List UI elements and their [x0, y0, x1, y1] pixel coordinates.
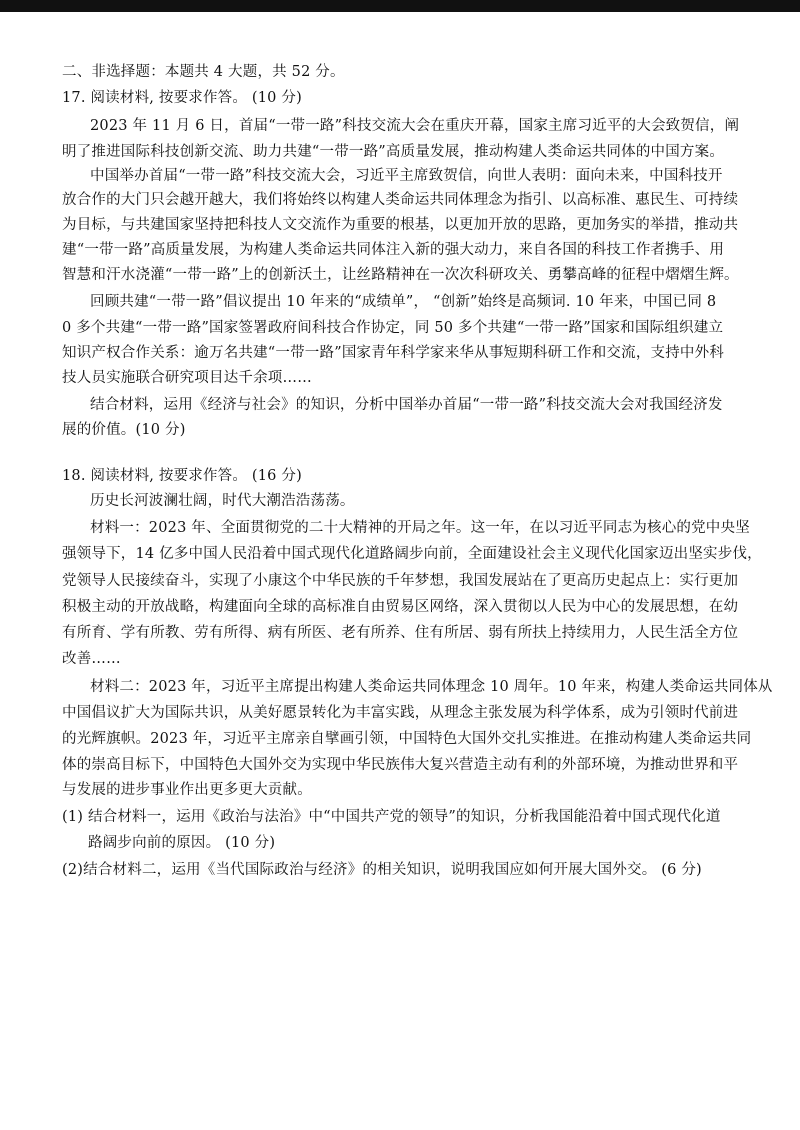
q17-prompt-line: 展的价值。(10 分)	[62, 422, 186, 438]
material2-line: 与发展的进步事业作出更多更大贡献。	[62, 782, 312, 798]
q17-line: 放合作的大门只会越开越大，我们将始终以构建人类命运共同体理念为指引、以高标准、惠民生、可持续	[62, 192, 739, 208]
q18-intro: 历史长河波澜壮阔，时代大潮浩浩荡荡。	[90, 493, 355, 509]
material1-line: 有所育、学有所教、劳有所得、病有所医、老有所养、住有所居、弱有所扶上持续用力，人民生活全方位	[62, 625, 739, 641]
q17-line: 回顾共建“一带一路”倡议提出 10 年来的“成绩单”， “创新”始终是高频词. 10 年来，中国已同 8	[90, 294, 717, 310]
q17-line: 为目标，与共建国家坚持把科技人文交流作为重要的根基，以更加开放的思路，更加务实的举措，推动共	[62, 217, 739, 233]
material1-line: 改善……	[62, 651, 121, 667]
material2-line: 体的崇高目标下，中国特色大国外交为实现中华民族伟大复兴营造主动有利的外部环境，为推动世界和平	[62, 757, 739, 773]
material2-line: 材料二：2023 年，习近平主席提出构建人类命运共同体理念 10 周年。10 年来，构建人类命运共同体从	[90, 679, 773, 695]
q17-line: 中国举办首届“一带一路”科技交流大会，习近平主席致贺信，向世人表明：面向未来，中国科技开	[90, 168, 723, 184]
q17-header: 17. 阅读材料, 按要求作答。 (10 分)	[62, 90, 302, 106]
q17-prompt-line: 结合材料，运用《经济与社会》的知识，分析中国举办首届“一带一路”科技交流大会对我国经济发	[90, 397, 723, 413]
q18-subquestion-2: (2)结合材料二，运用《当代国际政治与经济》的相关知识，说明我国应如何开展大国外交。 (6 分)	[62, 862, 702, 878]
q17-line: 技人员实施联合研究项目达千余项……	[62, 370, 312, 386]
q17-line: 智慧和汗水浇灌“一带一路”上的创新沃土，让丝路精神在一次次科研攻关、勇攀高峰的征程中熠熠生辉。	[62, 267, 739, 283]
q17-line: 明了推进国际科技创新交流、助力共建“一带一路”高质量发展，推动构建人类命运共同体的中国方案。	[62, 144, 725, 160]
material1-line: 积极主动的开放战略，构建面向全球的高标准自由贸易区网络，深入贯彻以人民为中心的发展思想，在幼	[62, 599, 739, 615]
q17-line: 2023 年 11 月 6 日，首届“一带一路”科技交流大会在重庆开幕，国家主席习近平的大会致贺信，阐	[90, 118, 740, 134]
material2-line: 中国倡议扩大为国际共识，从美好愿景转化为丰富实践，从理念主张发展为科学体系，成为引领时代前进	[62, 705, 739, 721]
q17-line: 知识产权合作关系：逾万名共建“一带一路”国家青年科学家来华从事短期科研工作和交流，支持中外科	[62, 345, 725, 361]
material1-line: 强领导下，14 亿多中国人民沿着中国式现代化道路阔步向前，全面建设社会主义现代化国家迈出坚实步伐，	[62, 546, 762, 562]
q18-subquestion-1: (1) 结合材料一，运用《政治与法治》中“中国共产党的领导”的知识，分析我国能沿着中国式现代化道	[62, 809, 721, 825]
q17-line: 建“一带一路”高质量发展，为构建人类命运共同体注入新的强大动力，来自各国的科技工作者携手、用	[62, 242, 725, 258]
top-border	[0, 0, 800, 12]
material1-line: 党领导人民接续奋斗，实现了小康这个中华民族的千年梦想，我国发展站在了更高历史起点上：实行更加	[62, 573, 739, 589]
section-heading: 二、非选择题：本题共 4 大题，共 52 分。	[62, 64, 345, 80]
q18-header: 18. 阅读材料, 按要求作答。 (16 分)	[62, 468, 302, 484]
material2-line: 的光辉旗帜。2023 年，习近平主席亲自擘画引领，中国特色大国外交扎实推进。在推动构建人类命运共同	[62, 731, 752, 747]
q17-line: 0 多个共建“一带一路”国家签署政府间科技合作协定，同 50 多个共建“一带一路”国家和国际组织建立	[62, 320, 724, 336]
material1-line: 材料一：2023 年、全面贯彻党的二十大精神的开局之年。这一年，在以习近平同志为核心的党中央坚	[90, 520, 750, 536]
q18-subquestion-1-cont: 路阔步向前的原因。 (10 分)	[88, 835, 276, 851]
